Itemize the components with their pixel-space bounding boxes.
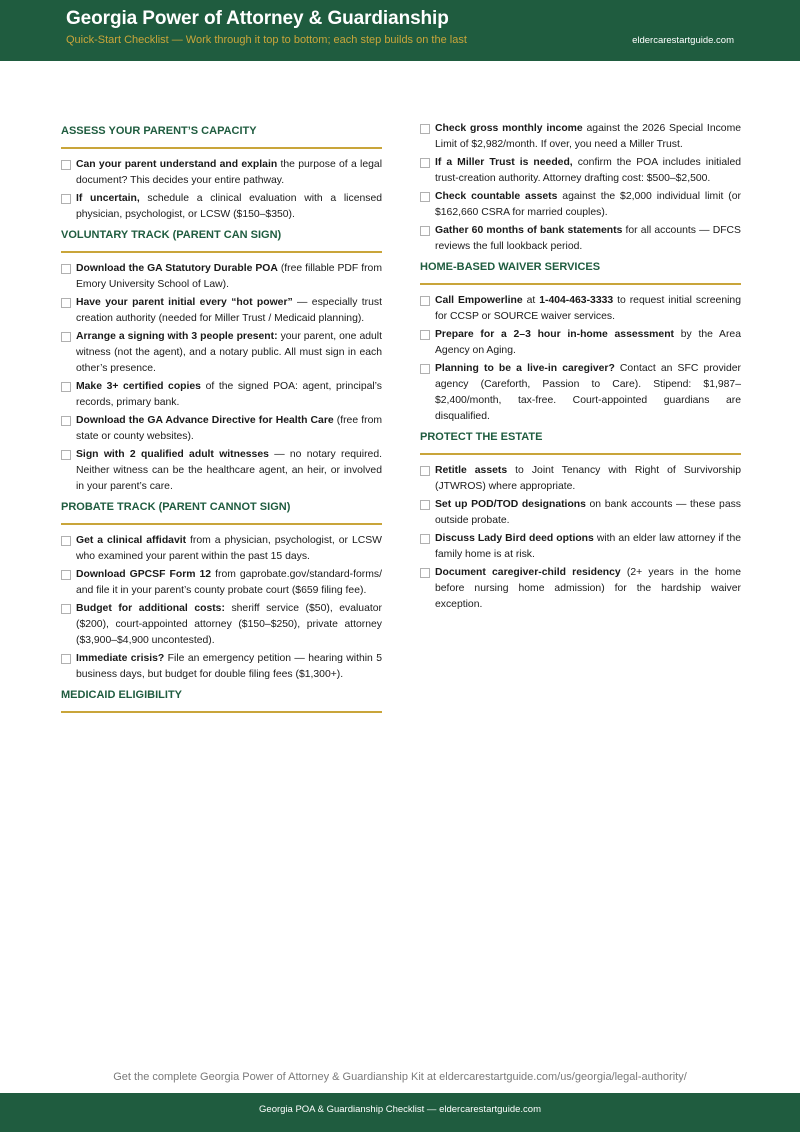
checklist-item	[61, 261, 382, 293]
header-site-link[interactable]: eldercarestartguide.com	[632, 35, 734, 46]
item-lead: Immediate crisis?	[76, 653, 165, 664]
checkbox-icon[interactable]	[61, 298, 71, 308]
item-lead: Have your parent initial every “hot power”	[76, 297, 293, 308]
item-text: File an emergency petition — hearing within 5 business days, but budget for double filing fees ($1,300+).	[76, 653, 382, 680]
item-lead: Gather 60 months of bank statements	[435, 225, 623, 236]
checkbox-icon[interactable]	[420, 534, 430, 544]
item-text: to request initial screening for CCSP or SOURCE waiver services.	[435, 295, 741, 322]
checkbox-icon[interactable]	[61, 416, 71, 426]
item-text: — no notary required. Neither witness can be the healthcare agent, an heir, or involved in your parent’s care.	[76, 449, 382, 492]
checklist	[420, 463, 741, 613]
item-text: from a physician, psychologist, or LCSW who examined your parent within the past 15 days.	[76, 535, 382, 562]
checklist-item	[420, 463, 741, 495]
item-text: to Joint Tenancy with Right of Survivorship (JTWROS) where appropriate.	[435, 465, 742, 492]
kit-promo-note: Get the complete Georgia Power of Attorney & Guardianship Kit at eldercarestartguide.com/us/georgia/legal-authority/	[113, 1071, 687, 1083]
page-footer: Georgia POA & Guardianship Checklist — eldercarestartguide.com	[0, 1093, 800, 1132]
checklist-item	[61, 295, 382, 327]
item-text: on bank accounts — these pass outside probate.	[435, 499, 741, 526]
checklist-item	[420, 327, 741, 359]
checkbox-icon[interactable]	[61, 264, 71, 274]
page-header	[0, 0, 800, 61]
checkbox-icon[interactable]	[420, 124, 430, 134]
checkbox-icon[interactable]	[420, 364, 430, 374]
checkbox-icon[interactable]	[61, 536, 71, 546]
checklist	[61, 261, 382, 495]
item-text: (2+ years in the home before nursing home admission) for the hardship waiver exception.	[435, 567, 741, 610]
item-lead: Make 3+ certified copies	[76, 381, 201, 392]
item-text: against the 2026 Special Income Limit of $2,982/month. If over, you need a Miller Trust.	[435, 123, 742, 150]
checklist-item	[420, 189, 741, 221]
item-text: — especially trust creation authority (needed for Miller Trust / Medicaid planning).	[76, 297, 383, 324]
checkbox-icon[interactable]	[420, 466, 430, 476]
checklist-item	[61, 651, 382, 683]
item-lead: Arrange a signing with 3 people present:	[76, 331, 278, 342]
checklist-item	[61, 191, 382, 223]
section-title: ASSESS YOUR PARENT’S CAPACITY	[61, 125, 382, 149]
item-text: the purpose of a legal document? This decides your entire pathway.	[76, 159, 382, 186]
checklist-item	[420, 361, 741, 425]
item-lead: Download the GA Advance Directive for Health Care	[76, 415, 334, 426]
item-lead: Check gross monthly income	[435, 123, 583, 134]
checkbox-icon[interactable]	[420, 568, 430, 578]
checklist-item	[61, 601, 382, 649]
item-lead: Document caregiver-child residency	[435, 567, 621, 578]
checkbox-icon[interactable]	[61, 654, 71, 664]
item-text: by the Area Agency on Aging.	[435, 329, 741, 356]
item-text: with an elder law attorney if the family home is at risk.	[435, 533, 741, 560]
item-lead: Budget for additional costs:	[76, 603, 225, 614]
item-text: (free fillable PDF from Emory University School of Law).	[76, 263, 382, 290]
item-text: your parent, one adult witness (not the agent), and a notary public. All must sign in each other’s presence.	[76, 331, 382, 374]
checkbox-icon[interactable]	[61, 570, 71, 580]
checklist-section	[61, 229, 382, 495]
page-subtitle: Quick-Start Checklist — Work through it top to bottom; each step builds on the last	[66, 34, 467, 46]
checklist	[61, 533, 382, 683]
checkbox-icon[interactable]	[61, 332, 71, 342]
checkbox-icon[interactable]	[420, 296, 430, 306]
checklist-item	[420, 223, 741, 255]
checklist-section	[420, 431, 741, 613]
checklist-section	[420, 261, 741, 425]
section-title: MEDICAID ELIGIBILITY	[61, 689, 382, 713]
checklist-section	[61, 501, 382, 683]
checklist	[61, 157, 382, 223]
item-lead: Can your parent understand and explain	[76, 159, 278, 170]
item-text: from gaprobate.gov/standard-forms/ and file it in your parent’s county probate court ($659 filing fee).	[76, 569, 382, 596]
item-text: against the $2,000 individual limit (or $162,660 CSRA for married couples).	[435, 191, 741, 218]
item-lead: Retitle assets	[435, 465, 508, 476]
item-lead: Discuss Lady Bird deed options	[435, 533, 594, 544]
checklist-item	[420, 531, 741, 563]
section-title: HOME-BASED WAIVER SERVICES	[420, 261, 741, 285]
checklist-item	[420, 293, 741, 325]
checklist-item	[61, 329, 382, 377]
checklist-item	[61, 533, 382, 565]
section-title: VOLUNTARY TRACK (PARENT CAN SIGN)	[61, 229, 382, 253]
checkbox-icon[interactable]	[61, 160, 71, 170]
item-text: sheriff service ($50), evaluator ($200), court-appointed attorney ($150–$250), private attorney ($3,900–$4,900 uncontested).	[76, 603, 382, 646]
checklist-item	[61, 447, 382, 495]
checkbox-icon[interactable]	[61, 382, 71, 392]
checkbox-icon[interactable]	[420, 226, 430, 236]
item-lead: Set up POD/TOD designations	[435, 499, 586, 510]
item-text: for all accounts — DFCS reviews the full lookback period.	[435, 225, 741, 252]
checklist-item	[61, 157, 382, 189]
checkbox-icon[interactable]	[420, 330, 430, 340]
checklist-columns	[61, 121, 741, 721]
item-lead: Sign with 2 qualified adult witnesses	[76, 449, 269, 460]
checklist	[420, 121, 741, 255]
checkbox-icon[interactable]	[420, 500, 430, 510]
checkbox-icon[interactable]	[61, 194, 71, 204]
page-title: Georgia Power of Attorney & Guardianship	[66, 8, 449, 29]
item-text: Contact an SFC provider agency (Careforth, Passion to Care). Stipend: $1,987–$2,400/month, tax-free. Court-appointed guardians are disqualified.	[435, 363, 741, 422]
checklist-item	[61, 567, 382, 599]
checklist-item	[420, 121, 741, 153]
checklist-section	[61, 125, 382, 223]
item-lead: Prepare for a 2–3 hour in-home assessment	[435, 329, 675, 340]
checkbox-icon[interactable]	[61, 604, 71, 614]
item-lead: Check countable assets	[435, 191, 558, 202]
section-title: PROBATE TRACK (PARENT CANNOT SIGN)	[61, 501, 382, 525]
item-text: schedule a clinical evaluation with a licensed physician, psychologist, or LCSW ($150–$350).	[76, 193, 383, 220]
item-lead: Download the GA Statutory Durable POA	[76, 263, 278, 274]
item-lead: Call Empowerline	[435, 295, 523, 306]
item-lead: Get a clinical affidavit	[76, 535, 187, 546]
checklist-item	[61, 379, 382, 411]
item-lead: Planning to be a live-in caregiver?	[435, 363, 615, 374]
item-text: of the signed POA: agent, principal’s records, primary bank.	[76, 381, 382, 408]
checklist	[420, 293, 741, 425]
item-lead: 1-404-463-3333	[539, 295, 614, 306]
checklist-item	[420, 155, 741, 187]
item-lead: Download GPCSF Form 12	[76, 569, 212, 580]
item-lead: If uncertain,	[76, 193, 140, 204]
item-text: at	[522, 295, 540, 306]
checkbox-icon[interactable]	[420, 158, 430, 168]
item-text: confirm the POA includes initialed trust-creation authority. Attorney drafting cost: $500–$2,500.	[435, 157, 742, 184]
item-lead: If a Miller Trust is needed,	[435, 157, 573, 168]
checklist-item	[420, 497, 741, 529]
checkbox-icon[interactable]	[420, 192, 430, 202]
checklist-item	[61, 413, 382, 445]
section-title: PROTECT THE ESTATE	[420, 431, 741, 455]
checklist-item	[420, 565, 741, 613]
checkbox-icon[interactable]	[61, 450, 71, 460]
item-text: (free from state or county websites).	[76, 415, 382, 442]
